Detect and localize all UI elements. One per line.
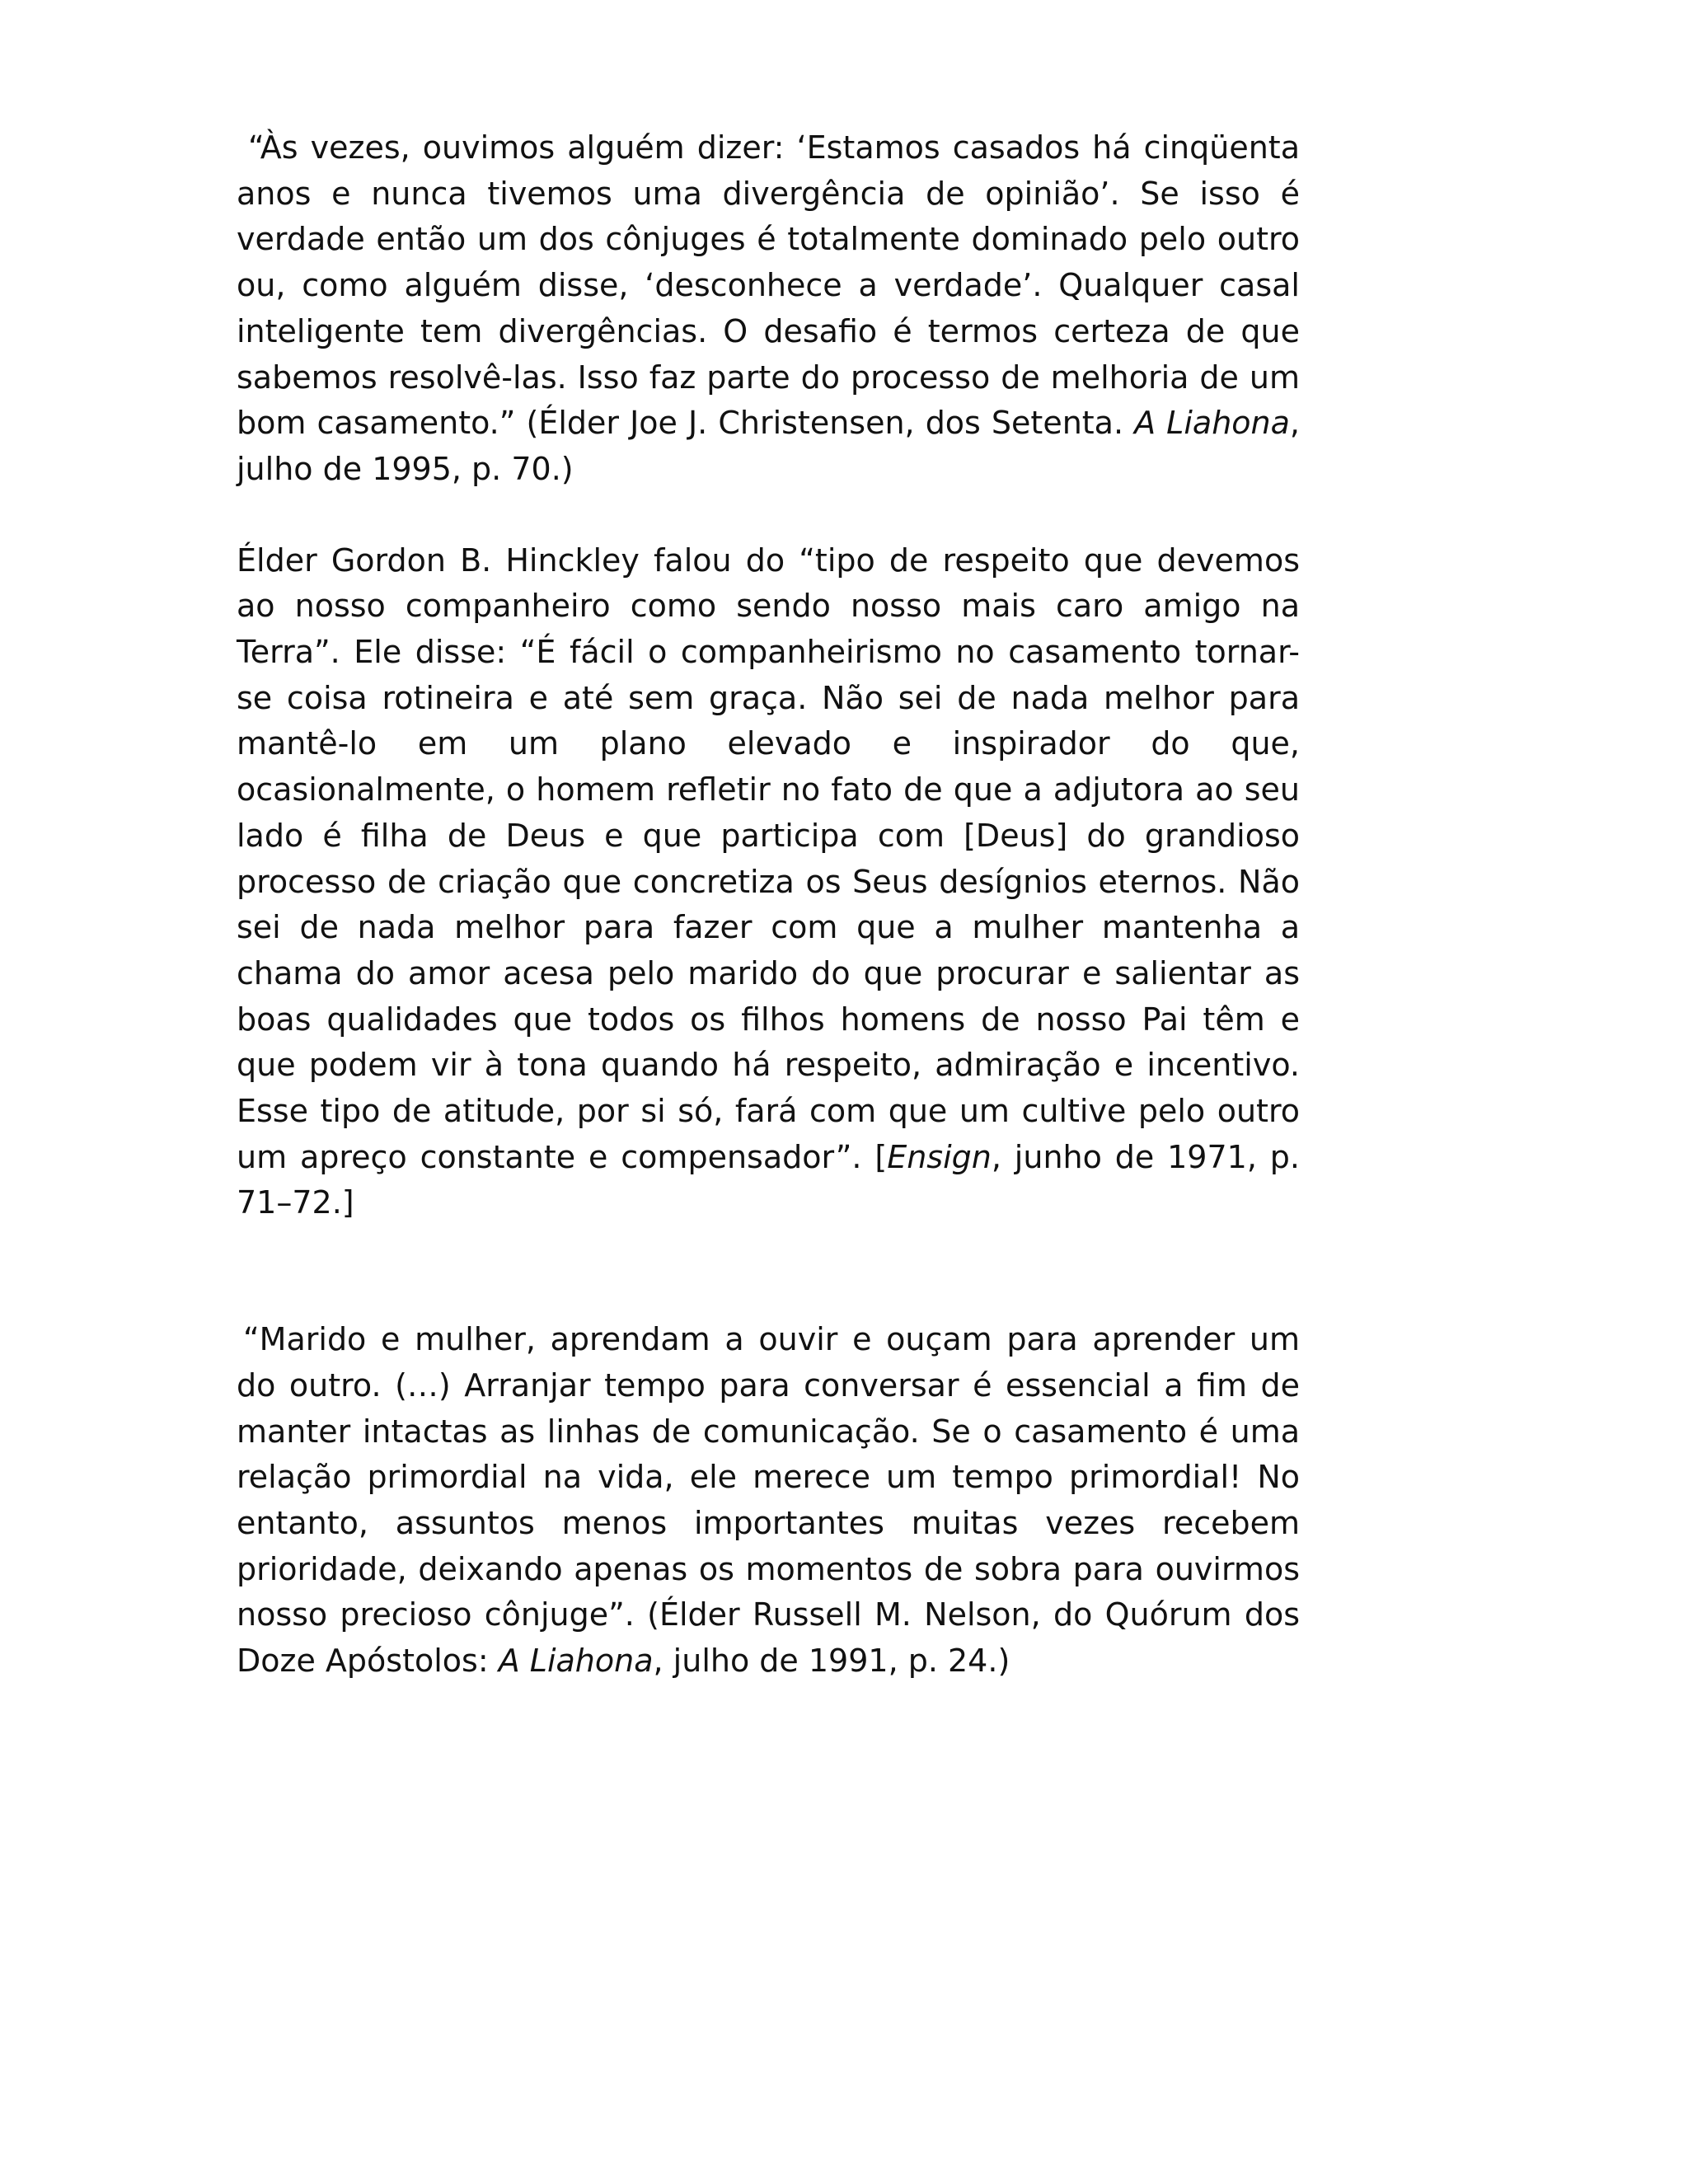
paragraph-spacer	[237, 493, 1300, 538]
quote-paragraph-nelson	[237, 1317, 1300, 1685]
paragraph-text: Élder Gordon B. Hinckley falou do “tipo de respeito que devemos ao nosso companheiro como sendo nosso mais caro amigo na Terra”. Ele disse: “É fácil o companheirismo no casamento tornar-se coisa rotineira e até sem graça. Não sei de nada melhor para mantê-lo em um plano elevado e inspirador do que, ocasionalmente, o homem refletir no fato de que a adjutora ao seu lado é filha de Deus e que participa com [Deus] do grandioso processo de criação que concretiza os Seus desígnios eternos. Não sei de nada melhor para fazer com que a mulher mantenha a chama do amor acesa pelo marido do que procurar e salientar as boas qualidades que todos os filhos homens de nosso Pai têm e que podem vir à tona quando há respeito, admiração e incentivo. Esse tipo de atitude, por si só, fará com que um cultive pelo outro um apreço constante e compensador”. [	[237, 541, 1300, 1175]
publication-title: A Liahona	[498, 1643, 654, 1680]
quote-paragraph-christensen	[237, 125, 1300, 493]
document-body	[237, 125, 1300, 1685]
citation-text: , junho de 1971, p. 71–72.]	[237, 1138, 1300, 1221]
citation-text: , julho de 1991, p. 24.)	[653, 1643, 1010, 1680]
quote-paragraph-hinckley	[237, 538, 1300, 1227]
publication-title: A Liahona	[1134, 405, 1290, 442]
paragraph-spacer	[237, 1226, 1300, 1317]
publication-title: Ensign	[887, 1138, 992, 1175]
paragraph-text: “Às vezes, ouvimos alguém dizer: ‘Estamos casados há cinqüenta anos e nunca tivemos uma divergência de opinião’. Se isso é verdade então um dos cônjuges é totalmente dominado pelo outro ou, como alguém disse, ‘desconhece a verdade’. Qualquer casal inteligente tem divergências. O desafio é termos certeza de que sabemos resolvê-las. Isso faz parte do processo de melhoria de um bom casamento.” (Élder Joe J. Christensen, dos Setenta.	[237, 129, 1300, 442]
citation-text: , julho de 1995, p. 70.)	[237, 405, 1300, 487]
paragraph-text: “Marido e mulher, aprendam a ouvir e ouçam para aprender um do outro. (…) Arranjar tempo para conversar é essencial a fim de manter intactas as linhas de comunicação. Se o casamento é uma relação primordial na vida, ele merece um tempo primordial! No entanto, assuntos menos importantes muitas vezes recebem prioridade, deixando apenas os momentos de sobra para ouvirmos nosso precioso cônjuge”. (Élder Russell M. Nelson, do Quórum dos Doze Apóstolos:	[237, 1321, 1300, 1680]
